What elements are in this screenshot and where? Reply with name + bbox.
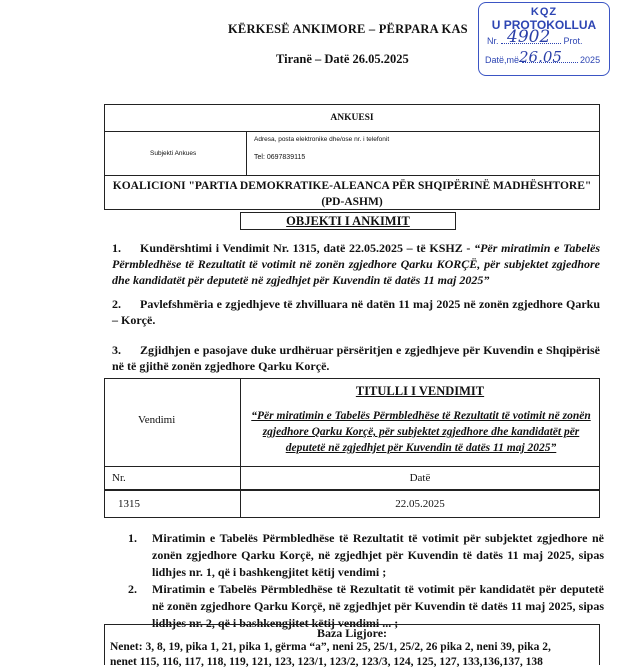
request-item-2: 2. Miratimin e Tabelës Përmbledhëse të Rezultatit të votimit për kandidatët për deputetë në zonën zgjedhore Qarku Korçë, në zgjedhjet për Kuvendin të datës 11 maj 2025, sipas lidhjes nr. 2, që i bashkengjitet këtij vendimi ... ; xyxy=(128,582,604,630)
table-divider xyxy=(104,466,600,467)
stamp-date-label: Datë,më 2025 xyxy=(485,55,601,65)
document-title: KËRKESË ANKIMORE – PËRPARA KAS xyxy=(228,22,468,36)
legal-basis-heading: Baza Ligjore: xyxy=(316,626,388,640)
objekti-heading: OBJEKTI I ANKIMIT xyxy=(240,212,456,230)
address-label: Adresa, posta elektronike dhe/ose nr. i telefonit xyxy=(254,136,390,143)
vendimi-title-heading: TITULLI I VENDIMIT xyxy=(355,384,485,398)
table-divider xyxy=(104,490,105,518)
protocol-stamp xyxy=(478,2,610,76)
document-date: Tiranë – Datë 26.05.2025 xyxy=(276,52,409,66)
phone-value: Tel: 0697839115 xyxy=(254,154,306,161)
vendimi-nr-value: 1315 xyxy=(118,498,140,510)
table-divider xyxy=(104,490,600,491)
legal-basis-line-1: Nenet: 3, 8, 19, pika 1, 21, pika 1, gërma “a”, neni 25, 25/1, 25/2, 26 pika 2, neni 39, pika 2, xyxy=(110,641,551,653)
objekti-item-2: 2. Pavlefshmëria e zgjedhjeve të zhvilluara në datën 11 maj 2025 në zonën zgjedhore Qarku – Korçë. xyxy=(112,297,600,327)
subject-label: Subjekti Ankues xyxy=(150,150,197,157)
legal-basis-line-2: nenet 115, 116, 117, 118, 119, 121, 123, 123/1, 123/2, 123/3, 124, 125, 127, 133,136,137, 138 xyxy=(110,656,543,668)
vendimi-nr-label: Nr. xyxy=(112,472,126,484)
request-item-1: 1. Miratimin e Tabelës Përmbledhëse të Rezultatit të votimit për subjektet zgjedhore në zonën zgjedhore Qarku Korçë, në zgjedhjet për Kuvendin të datës 11 maj 2025, sipas lidhjes nr. 1, që i bashkengjitet këtij vendimi ; xyxy=(128,531,604,579)
stamp-org: KQZ xyxy=(530,6,558,18)
table-divider xyxy=(104,517,600,518)
objekti-item-1: 1. Kundërshtimi i Vendimit Nr. 1315, datë 22.05.2025 – të KSHZ - “Për miratimin e Tabelës Përmbledhëse të Rezultatit të votimit në zonën zgjedhore Qarku KORÇË, për subjektet zgjedhore dhe kandidatët për deputetë në zgjedhjet për Kuvendin të datës 11 maj 2025” xyxy=(112,241,601,287)
objekti-item-3: 3. Zgjidhjen e pasojave duke urdhëruar përsëritjen e zgjedhjeve për Kuvendin e Shqipërisë në të gjithë zonën zgjedhore Qarku Korçë. xyxy=(112,343,600,373)
stamp-nr-value: 4902 xyxy=(507,27,551,47)
complainant-name: KOALICIONI "PARTIA DEMOKRATIKE-ALEANCA PËR SHQIPËRINË MADHËSHTORE" (PD-ASHM) xyxy=(112,180,592,208)
stamp-date-value: 26.05 xyxy=(519,48,562,66)
table-divider xyxy=(246,132,247,176)
vendimi-title-text: “Për miratimin e Tabelës Përmbledhëse të Rezultatit të votimit në zonën zgjedhore Qarku Korçë, për subjektet zgjedhore dhe kandidatët për deputetë në zgjedhjet për Kuvendin të datës 11 maj 2025” xyxy=(251,410,591,454)
stamp-status: U PROTOKOLLUA xyxy=(491,18,597,32)
stamp-nr-label: Nr. Prot. xyxy=(487,36,583,46)
vendimi-date-label: Datë xyxy=(409,472,431,484)
vendimi-date-value: 22.05.2025 xyxy=(395,498,445,510)
vendimi-label: Vendimi xyxy=(138,414,176,426)
ankuesi-heading: ANKUESI xyxy=(104,104,600,132)
